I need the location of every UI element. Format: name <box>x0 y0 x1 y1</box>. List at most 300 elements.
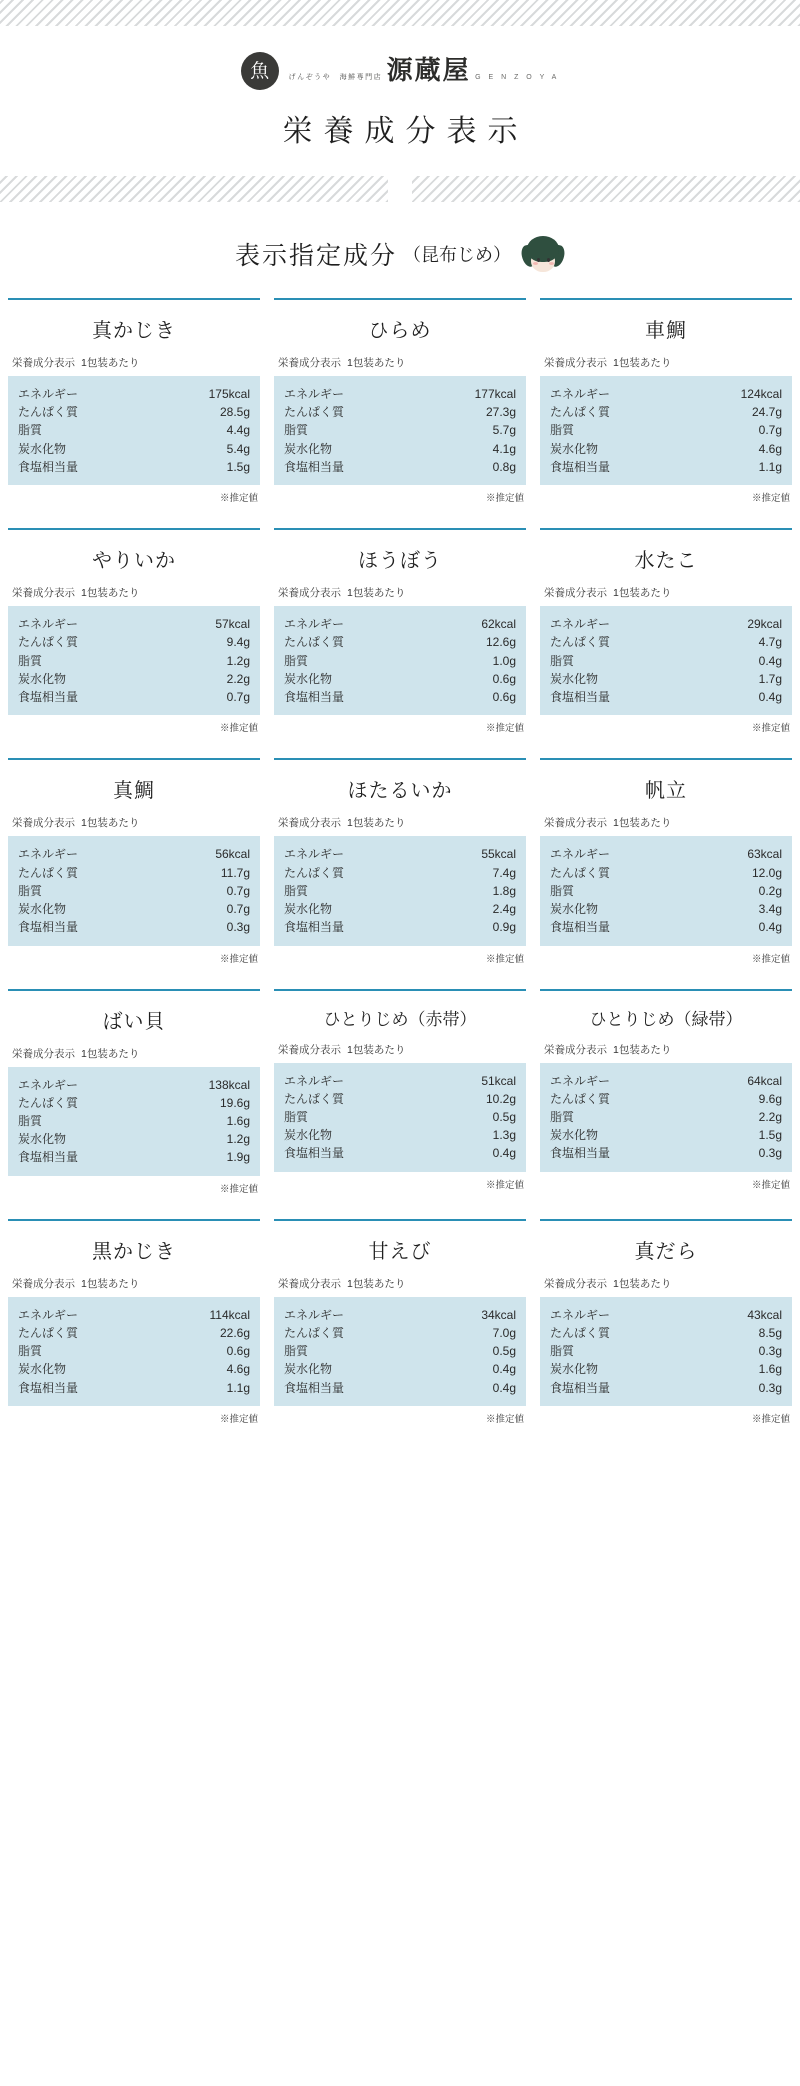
card-title: 帆立 <box>645 778 687 803</box>
card-top-rule <box>274 1219 526 1221</box>
nutrition-row <box>18 918 250 936</box>
nutrition-row-label: 脂質 <box>550 1109 575 1124</box>
card-title: ひとりじめ（緑帯） <box>589 1009 743 1030</box>
nutrition-row-value: 0.4g <box>758 920 782 935</box>
card-title: やりいか <box>92 548 176 573</box>
card-top-rule <box>540 528 792 530</box>
nutrition-row <box>18 670 250 688</box>
nutrition-row <box>18 1306 250 1324</box>
nutrition-table <box>274 836 526 945</box>
card-meta <box>274 1276 526 1297</box>
nutrition-table <box>274 1297 526 1406</box>
nutrition-row-label: たんぱく質 <box>550 1091 611 1106</box>
nutrition-row-label: エネルギー <box>18 387 79 401</box>
card-meta-unit: 1包装あたり <box>81 587 140 600</box>
nutrition-row <box>284 633 516 651</box>
nutrition-row <box>284 864 516 882</box>
nutrition-table <box>8 1297 260 1406</box>
section-subtitle: （昆布じめ） <box>403 245 511 266</box>
nutrition-table <box>8 376 260 485</box>
brand-mark-icon: 魚 <box>241 52 279 90</box>
nutrition-row-value: 0.3g <box>226 920 250 935</box>
nutrition-row <box>550 421 782 439</box>
nutrition-row-label: エネルギー <box>550 617 611 632</box>
nutrition-card <box>274 989 526 1219</box>
nutrition-row-value: 1.8g <box>492 883 516 898</box>
card-meta <box>540 355 792 376</box>
nutrition-row-label: たんぱく質 <box>550 1325 611 1340</box>
nutrition-row <box>550 670 782 688</box>
card-meta-label: 栄養成分表示 <box>544 1043 607 1056</box>
nutrition-row <box>18 1148 250 1166</box>
nutrition-row <box>18 1112 250 1130</box>
card-meta <box>8 1276 260 1297</box>
card-meta <box>8 1046 260 1067</box>
nutrition-row <box>284 1144 516 1162</box>
hatch-segment-left <box>0 176 388 202</box>
card-top-rule <box>274 298 526 300</box>
nutrition-row <box>550 652 782 670</box>
nutrition-row <box>550 900 782 918</box>
card-top-rule <box>274 989 526 991</box>
nutrition-row-value: 22.6g <box>219 1325 250 1340</box>
nutrition-row-value: 2.4g <box>492 902 516 917</box>
nutrition-row-value: 1.2g <box>226 653 250 668</box>
brand-logo <box>241 52 560 90</box>
nutrition-row-label: たんぱく質 <box>284 1091 345 1106</box>
nutrition-row-value: 2.2g <box>758 1109 782 1124</box>
nutrition-row-label: 食塩相当量 <box>284 920 345 935</box>
nutrition-row-value: 0.7g <box>226 883 250 898</box>
nutrition-row-value: 0.9g <box>492 920 516 935</box>
nutrition-row-value: 3.4g <box>758 902 782 917</box>
nutrition-row <box>550 403 782 421</box>
nutrition-row-value: 0.7g <box>226 690 250 705</box>
nutrition-row-value: 56kcal <box>215 847 250 862</box>
nutrition-row <box>284 1324 516 1342</box>
nutrition-row-value: 11.7g <box>220 865 250 880</box>
nutrition-row-value: 55kcal <box>481 847 516 862</box>
nutrition-row-value: 28.5g <box>219 405 250 420</box>
nutrition-row-label: 食塩相当量 <box>550 459 611 474</box>
nutrition-row-value: 9.6g <box>758 1091 782 1106</box>
nutrition-row-label: エネルギー <box>18 617 79 632</box>
card-title: 真かじき <box>92 318 176 342</box>
nutrition-row-label: エネルギー <box>18 1077 79 1092</box>
nutrition-row-value: 4.7g <box>758 635 782 650</box>
nutrition-row-value: 29kcal <box>747 617 782 632</box>
nutrition-row-label: 炭水化物 <box>18 902 67 917</box>
nutrition-row <box>550 1324 782 1342</box>
nutrition-row-label: エネルギー <box>284 1073 345 1088</box>
nutrition-row-value: 27.3g <box>485 405 516 420</box>
nutrition-row-value: 34kcal <box>481 1307 516 1322</box>
nutrition-row <box>18 1076 250 1094</box>
nutrition-row-label: 食塩相当量 <box>18 1150 79 1165</box>
nutrition-row-label: たんぱく質 <box>18 405 79 420</box>
card-note: ※推定値 <box>219 953 258 965</box>
nutrition-card <box>8 989 260 1219</box>
card-meta-unit: 1包装あたり <box>613 1043 672 1056</box>
nutrition-table <box>8 1067 260 1176</box>
nutrition-row <box>284 652 516 670</box>
nutrition-row <box>284 1072 516 1090</box>
nutrition-card <box>540 989 792 1219</box>
nutrition-row-value: 5.4g <box>226 441 250 456</box>
card-top-rule <box>540 758 792 760</box>
nutrition-row-value: 0.3g <box>758 1380 782 1395</box>
nutrition-card <box>540 528 792 758</box>
card-meta <box>8 355 260 376</box>
card-meta-unit: 1包装あたり <box>81 1277 140 1290</box>
nutrition-row-label: エネルギー <box>18 847 79 862</box>
card-meta <box>8 815 260 836</box>
nutrition-row-value: 24.7g <box>751 405 782 420</box>
brand-name: 源蔵屋 <box>386 56 471 86</box>
nutrition-row-value: 0.6g <box>492 690 516 705</box>
nutrition-row <box>284 688 516 706</box>
nutrition-row-label: 食塩相当量 <box>18 1380 79 1395</box>
nutrition-row-value: 1.0g <box>492 653 516 668</box>
card-title: ほうぼう <box>358 548 442 573</box>
card-note: ※推定値 <box>219 1413 258 1425</box>
nutrition-row <box>284 385 516 403</box>
card-meta <box>274 585 526 606</box>
nutrition-row-value: 1.5g <box>758 1128 782 1143</box>
nutrition-row <box>18 688 250 706</box>
nutrition-row-value: 0.7g <box>758 423 782 438</box>
nutrition-row-label: 脂質 <box>284 883 309 898</box>
nutrition-row-value: 62kcal <box>481 617 516 632</box>
nutrition-row-value: 1.3g <box>492 1128 516 1143</box>
hatch-segment-right <box>412 176 800 202</box>
nutrition-row-label: たんぱく質 <box>550 405 611 420</box>
card-meta-label: 栄養成分表示 <box>12 357 75 369</box>
card-meta-label: 栄養成分表示 <box>278 1043 341 1056</box>
nutrition-row-label: エネルギー <box>18 1307 79 1322</box>
nutrition-row-label: 炭水化物 <box>284 671 333 686</box>
nutrition-row <box>550 615 782 633</box>
card-meta-unit: 1包装あたり <box>613 1277 672 1290</box>
nutrition-row <box>550 1108 782 1126</box>
card-note: ※推定値 <box>751 1413 790 1425</box>
nutrition-row-value: 64kcal <box>747 1073 782 1088</box>
nutrition-card <box>8 528 260 758</box>
nutrition-row <box>550 633 782 651</box>
card-meta-label: 栄養成分表示 <box>544 587 607 600</box>
nutrition-row-label: 炭水化物 <box>284 441 333 456</box>
nutrition-row-label: 脂質 <box>550 423 575 438</box>
nutrition-row-value: 4.4g <box>226 423 250 438</box>
nutrition-row <box>550 1090 782 1108</box>
nutrition-row-label: 食塩相当量 <box>550 1146 611 1161</box>
card-meta-unit: 1包装あたり <box>347 587 406 600</box>
nutrition-row-label: エネルギー <box>284 617 345 632</box>
nutrition-row <box>284 403 516 421</box>
nutrition-row-label: 食塩相当量 <box>284 1380 345 1395</box>
nutrition-row-label: 食塩相当量 <box>550 690 611 705</box>
card-note: ※推定値 <box>485 493 524 505</box>
card-title: 水たこ <box>634 548 698 573</box>
nutrition-row-value: 43kcal <box>747 1307 782 1322</box>
nutrition-table <box>540 376 792 485</box>
card-meta <box>540 1042 792 1063</box>
nutrition-row-label: 食塩相当量 <box>18 459 79 474</box>
card-meta-label: 栄養成分表示 <box>12 1047 75 1060</box>
nutrition-card-grid <box>0 298 800 1459</box>
nutrition-row-label: 炭水化物 <box>550 1362 599 1377</box>
card-top-rule <box>274 528 526 530</box>
divider-hatch-band <box>0 176 800 202</box>
card-note: ※推定値 <box>751 953 790 965</box>
card-meta <box>540 815 792 836</box>
nutrition-table <box>540 1063 792 1172</box>
nutrition-card <box>274 528 526 758</box>
nutrition-row <box>284 1379 516 1397</box>
card-meta-unit: 1包装あたり <box>81 1047 140 1060</box>
nutrition-row-value: 0.3g <box>758 1344 782 1359</box>
nutrition-row-label: エネルギー <box>550 1307 611 1322</box>
nutrition-row-value: 1.1g <box>226 1380 250 1395</box>
nutrition-row-label: たんぱく質 <box>284 635 345 650</box>
nutrition-card <box>274 758 526 988</box>
nutrition-card <box>8 758 260 988</box>
card-meta-label: 栄養成分表示 <box>12 1277 75 1290</box>
nutrition-row-label: たんぱく質 <box>550 635 611 650</box>
nutrition-row-label: たんぱく質 <box>284 865 345 880</box>
girl-mascot-icon <box>521 236 565 276</box>
card-title: 真だら <box>634 1238 698 1263</box>
card-meta-unit: 1包装あたり <box>81 357 140 369</box>
nutrition-row-label: 炭水化物 <box>18 671 67 686</box>
nutrition-row <box>18 458 250 476</box>
nutrition-row-label: 脂質 <box>284 653 309 668</box>
nutrition-row-value: 9.4g <box>226 635 250 650</box>
nutrition-row-value: 0.8g <box>492 459 516 474</box>
nutrition-row-label: 食塩相当量 <box>18 920 79 935</box>
nutrition-row <box>550 1072 782 1090</box>
card-meta-unit: 1包装あたり <box>613 357 672 369</box>
card-meta-unit: 1包装あたり <box>347 817 406 830</box>
card-note: ※推定値 <box>751 723 790 735</box>
card-meta-label: 栄養成分表示 <box>12 817 75 830</box>
nutrition-row <box>550 1379 782 1397</box>
nutrition-row-value: 0.4g <box>492 1380 516 1395</box>
nutrition-card <box>274 1219 526 1449</box>
page-header <box>0 26 800 176</box>
nutrition-row-label: 炭水化物 <box>284 1128 333 1143</box>
nutrition-row-label: 炭水化物 <box>18 1362 67 1377</box>
nutrition-row-value: 12.6g <box>485 635 516 650</box>
nutrition-row <box>18 403 250 421</box>
nutrition-row-value: 7.0g <box>492 1325 516 1340</box>
card-top-rule <box>540 1219 792 1221</box>
nutrition-table <box>540 836 792 945</box>
card-meta-label: 栄養成分表示 <box>278 1277 341 1290</box>
nutrition-card <box>540 758 792 988</box>
top-hatch-band <box>0 0 800 26</box>
nutrition-row <box>284 882 516 900</box>
nutrition-row-label: 脂質 <box>550 1344 575 1359</box>
nutrition-row-label: 脂質 <box>18 653 43 668</box>
nutrition-row-value: 1.9g <box>226 1150 250 1165</box>
card-top-rule <box>8 528 260 530</box>
nutrition-row <box>550 864 782 882</box>
brand-kana: げんぞうや 海鮮専門店 <box>288 74 383 81</box>
nutrition-row-label: 食塩相当量 <box>18 690 79 705</box>
nutrition-row <box>18 1130 250 1148</box>
card-meta-label: 栄養成分表示 <box>544 357 607 369</box>
nutrition-row-value: 5.7g <box>492 423 516 438</box>
card-note: ※推定値 <box>485 953 524 965</box>
card-title: 黒かじき <box>92 1238 176 1263</box>
nutrition-row <box>550 1126 782 1144</box>
nutrition-row-value: 114kcal <box>209 1307 250 1322</box>
nutrition-row-label: 炭水化物 <box>18 1132 67 1147</box>
page-title: 栄養成分表示 <box>282 114 529 149</box>
nutrition-row <box>284 1360 516 1378</box>
card-note: ※推定値 <box>751 493 790 505</box>
nutrition-row-label: エネルギー <box>550 1073 611 1088</box>
card-note: ※推定値 <box>751 1179 790 1191</box>
nutrition-row-value: 8.5g <box>758 1325 782 1340</box>
card-top-rule <box>8 989 260 991</box>
nutrition-row <box>18 882 250 900</box>
card-meta-unit: 1包装あたり <box>347 1277 406 1290</box>
card-meta-label: 栄養成分表示 <box>544 817 607 830</box>
card-meta <box>540 1276 792 1297</box>
nutrition-row <box>550 845 782 863</box>
nutrition-row <box>550 385 782 403</box>
nutrition-row-label: 脂質 <box>18 423 43 438</box>
nutrition-row <box>284 440 516 458</box>
nutrition-row-label: エネルギー <box>550 387 611 401</box>
nutrition-row-label: たんぱく質 <box>284 405 345 420</box>
nutrition-row <box>284 458 516 476</box>
card-meta-label: 栄養成分表示 <box>12 587 75 600</box>
card-meta-label: 栄養成分表示 <box>278 357 341 369</box>
nutrition-row <box>284 1306 516 1324</box>
nutrition-table <box>274 1063 526 1172</box>
nutrition-row-value: 0.4g <box>492 1362 516 1377</box>
nutrition-row <box>284 845 516 863</box>
card-meta <box>274 355 526 376</box>
nutrition-row-label: たんぱく質 <box>18 1325 79 1340</box>
nutrition-row-label: たんぱく質 <box>18 1095 79 1110</box>
nutrition-card <box>540 1219 792 1449</box>
nutrition-row <box>18 900 250 918</box>
nutrition-row-value: 57kcal <box>215 617 250 632</box>
nutrition-row <box>18 1360 250 1378</box>
card-top-rule <box>8 758 260 760</box>
nutrition-row <box>550 882 782 900</box>
card-meta-unit: 1包装あたり <box>613 587 672 600</box>
nutrition-row <box>18 633 250 651</box>
section-heading <box>0 202 800 298</box>
nutrition-row <box>18 1379 250 1397</box>
card-title: 甘えび <box>368 1238 432 1263</box>
nutrition-row <box>550 1144 782 1162</box>
card-top-rule <box>8 298 260 300</box>
nutrition-row-label: 脂質 <box>284 1344 309 1359</box>
nutrition-row-value: 10.2g <box>485 1091 516 1106</box>
nutrition-row-value: 2.2g <box>226 671 250 686</box>
nutrition-row-value: 7.4g <box>492 865 516 880</box>
card-note: ※推定値 <box>219 1183 258 1195</box>
nutrition-row <box>18 1342 250 1360</box>
nutrition-row <box>284 1090 516 1108</box>
nutrition-row-label: エネルギー <box>284 387 345 401</box>
nutrition-row <box>18 421 250 439</box>
nutrition-row <box>550 688 782 706</box>
nutrition-row-label: 炭水化物 <box>550 1128 599 1143</box>
nutrition-card <box>8 1219 260 1449</box>
card-meta-label: 栄養成分表示 <box>278 587 341 600</box>
nutrition-row-label: 脂質 <box>18 883 43 898</box>
nutrition-row-value: 1.1g <box>758 459 782 474</box>
nutrition-row <box>550 1342 782 1360</box>
card-title: ひとりじめ（赤帯） <box>323 1009 477 1030</box>
card-meta-unit: 1包装あたり <box>347 357 406 369</box>
nutrition-row-value: 177kcal <box>474 387 516 401</box>
card-note: ※推定値 <box>219 493 258 505</box>
brand-roman: G E N Z O Y A <box>475 74 560 81</box>
nutrition-table <box>8 606 260 715</box>
nutrition-row <box>284 1108 516 1126</box>
nutrition-row-value: 1.2g <box>226 1132 250 1147</box>
card-meta <box>274 815 526 836</box>
card-meta-label: 栄養成分表示 <box>544 1277 607 1290</box>
card-note: ※推定値 <box>485 1413 524 1425</box>
card-meta <box>540 585 792 606</box>
nutrition-row-value: 0.4g <box>758 653 782 668</box>
nutrition-row-value: 12.0g <box>751 865 782 880</box>
nutrition-row-label: 炭水化物 <box>284 1362 333 1377</box>
nutrition-row-label: 食塩相当量 <box>284 1146 345 1161</box>
card-top-rule <box>274 758 526 760</box>
nutrition-row-value: 138kcal <box>208 1077 250 1092</box>
nutrition-row-label: 食塩相当量 <box>284 459 345 474</box>
nutrition-row-value: 63kcal <box>747 847 782 862</box>
nutrition-row-value: 1.7g <box>758 671 782 686</box>
nutrition-row <box>550 1306 782 1324</box>
nutrition-row-value: 0.6g <box>492 671 516 686</box>
nutrition-row-label: 炭水化物 <box>18 441 67 456</box>
nutrition-row-value: 0.5g <box>492 1344 516 1359</box>
nutrition-row <box>284 1126 516 1144</box>
nutrition-row <box>18 615 250 633</box>
nutrition-row <box>284 900 516 918</box>
nutrition-row-label: 食塩相当量 <box>550 920 611 935</box>
card-meta-label: 栄養成分表示 <box>278 817 341 830</box>
nutrition-row-label: たんぱく質 <box>550 865 611 880</box>
nutrition-row-label: 炭水化物 <box>284 902 333 917</box>
nutrition-row-label: エネルギー <box>550 847 611 862</box>
card-top-rule <box>8 1219 260 1221</box>
nutrition-row-value: 51kcal <box>481 1073 516 1088</box>
card-title: ほたるいか <box>347 778 453 803</box>
nutrition-row-value: 0.3g <box>758 1146 782 1161</box>
nutrition-row-label: 脂質 <box>284 423 309 438</box>
card-title: 車鯛 <box>645 318 687 342</box>
nutrition-row <box>18 385 250 403</box>
nutrition-row <box>550 1360 782 1378</box>
nutrition-row <box>18 440 250 458</box>
card-note: ※推定値 <box>485 723 524 735</box>
nutrition-row-value: 1.6g <box>758 1362 782 1377</box>
nutrition-row-value: 0.4g <box>492 1146 516 1161</box>
nutrition-row-value: 175kcal <box>208 387 250 401</box>
